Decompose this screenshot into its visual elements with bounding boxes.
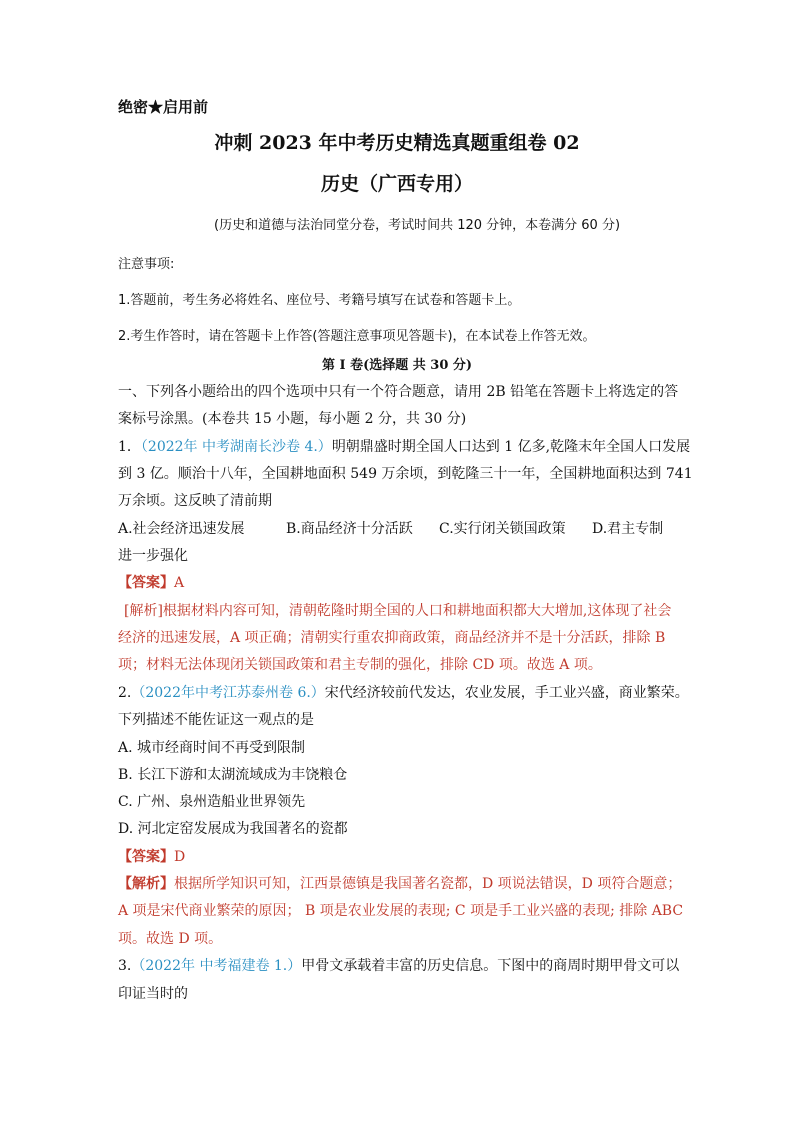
section-instruction-line-1: 一、下列各小题给出的四个选项中只有一个符合题意，请用 2B 铅笔在答题卡上将选定的答 xyxy=(118,384,679,400)
question-1-answer xyxy=(118,572,184,592)
exam-note: (历史和道德与法治同堂分卷，考试时间共 120 分钟，本卷满分 60 分) xyxy=(214,218,621,233)
question-2-answer xyxy=(118,846,185,866)
question-1-stem-3: 万余顷。这反映了清前期 xyxy=(118,493,272,509)
question-1-source: （2022年 中考湖南长沙卷 4.） xyxy=(140,439,332,455)
subject-title: 历史（广西专用） xyxy=(320,173,473,195)
question-3-number: 3. xyxy=(118,958,132,974)
question-3-stem-2: 印证当时的 xyxy=(118,986,188,1002)
question-3-stem-1: 甲骨文承载着丰富的历史信息。下图中的商周时期甲骨文可以 xyxy=(301,958,680,974)
q1-option-d: D.君主专制 xyxy=(592,521,664,537)
question-2-line-1 xyxy=(118,682,689,702)
section-title: 第 I 卷(选择题 共 30 分) xyxy=(321,358,473,373)
answer-label: 【答案】 xyxy=(118,575,174,591)
question-2-number: 2. xyxy=(118,685,132,701)
confidential-label: 绝密★启用前 xyxy=(118,98,209,116)
q2-option-c: C. 广州、泉州造船业世界领先 xyxy=(118,794,306,810)
q1-option-d-wrap: 进一步强化 xyxy=(118,548,188,564)
question-1-analysis-2: 经济的迅速发展，A 项正确；清朝实行重农抑商政策，商品经济并不是十分活跃，排除 B xyxy=(118,630,666,646)
analysis-text-1: 根据所学知识可知，江西景德镇是我国著名瓷都，D 项说法错误，D 项符合题意； xyxy=(174,876,682,892)
notice-item-2: 2.考生作答时，请在答题卡上作答(答题注意事项见答题卡)，在本试卷上作答无效。 xyxy=(118,329,596,344)
question-2-analysis-3: 项。故选 D 项。 xyxy=(118,931,223,947)
question-1-number: 1． xyxy=(118,439,141,455)
question-2-analysis-1 xyxy=(118,873,681,893)
section-instruction-line-2: 案标号涂黑。(本卷共 15 小题，每小题 2 分，共 30 分) xyxy=(118,411,467,427)
analysis-label: 【解析】 xyxy=(118,876,174,892)
question-2-stem-1: 宋代经济较前代发达，农业发展，手工业兴盛，商业繁荣。 xyxy=(324,685,689,701)
question-1-line-1 xyxy=(118,436,690,456)
q1-option-c: C.实行闭关锁国政策 xyxy=(439,521,566,537)
q2-option-a: A. 城市经商时间不再受到限制 xyxy=(118,740,306,756)
notice-item-1: 1.答题前，考生务必将姓名、座位号、考籍号填写在试卷和答题卡上。 xyxy=(118,293,521,308)
notice-heading: 注意事项: xyxy=(118,257,175,272)
question-2-analysis-2: A 项是宋代商业繁荣的原因； B 项是农业发展的表现; C 项是手工业兴盛的表现; 排除 ABC xyxy=(118,903,684,919)
answer-value: A xyxy=(174,575,185,591)
q1-option-a: A.社会经济迅速发展 xyxy=(118,521,245,537)
question-3-source: （2022年 中考福建卷 1.） xyxy=(131,958,302,974)
question-3-line-1 xyxy=(118,955,679,975)
exam-title: 冲刺 2023 年中考历史精选真题重组卷 02 xyxy=(214,132,580,154)
question-1-analysis-1: [解析]根据材料内容可知，清朝乾隆时期全国的人口和耕地面积都大大增加,这体现了社会 xyxy=(124,603,672,619)
question-2-source: （2022年中考江苏泰州卷 6.） xyxy=(131,685,325,701)
answer-label: 【答案】 xyxy=(118,849,174,865)
q2-option-d: D. 河北定窑发展成为我国著名的瓷都 xyxy=(118,821,348,837)
q1-option-b: B.商品经济十分活跃 xyxy=(286,521,413,537)
question-1-stem-1: 明朝鼎盛时期全国人口达到 1 亿多,乾隆末年全国人口发展 xyxy=(331,439,691,455)
answer-value: D xyxy=(174,849,186,865)
question-1-stem-2: 到 3 亿。顺治十八年，全国耕地面积 549 万余顷，到乾隆三十一年，全国耕地面积达到 741 xyxy=(118,466,693,482)
question-1-analysis-3: 项；材料无法体现闭关锁国政策和君主专制的强化，排除 CD 项。故选 A 项。 xyxy=(118,657,602,673)
q2-option-b: B. 长江下游和太湖流域成为丰饶粮仓 xyxy=(118,767,348,783)
question-2-stem-2: 下列描述不能佐证这一观点的是 xyxy=(118,712,314,728)
